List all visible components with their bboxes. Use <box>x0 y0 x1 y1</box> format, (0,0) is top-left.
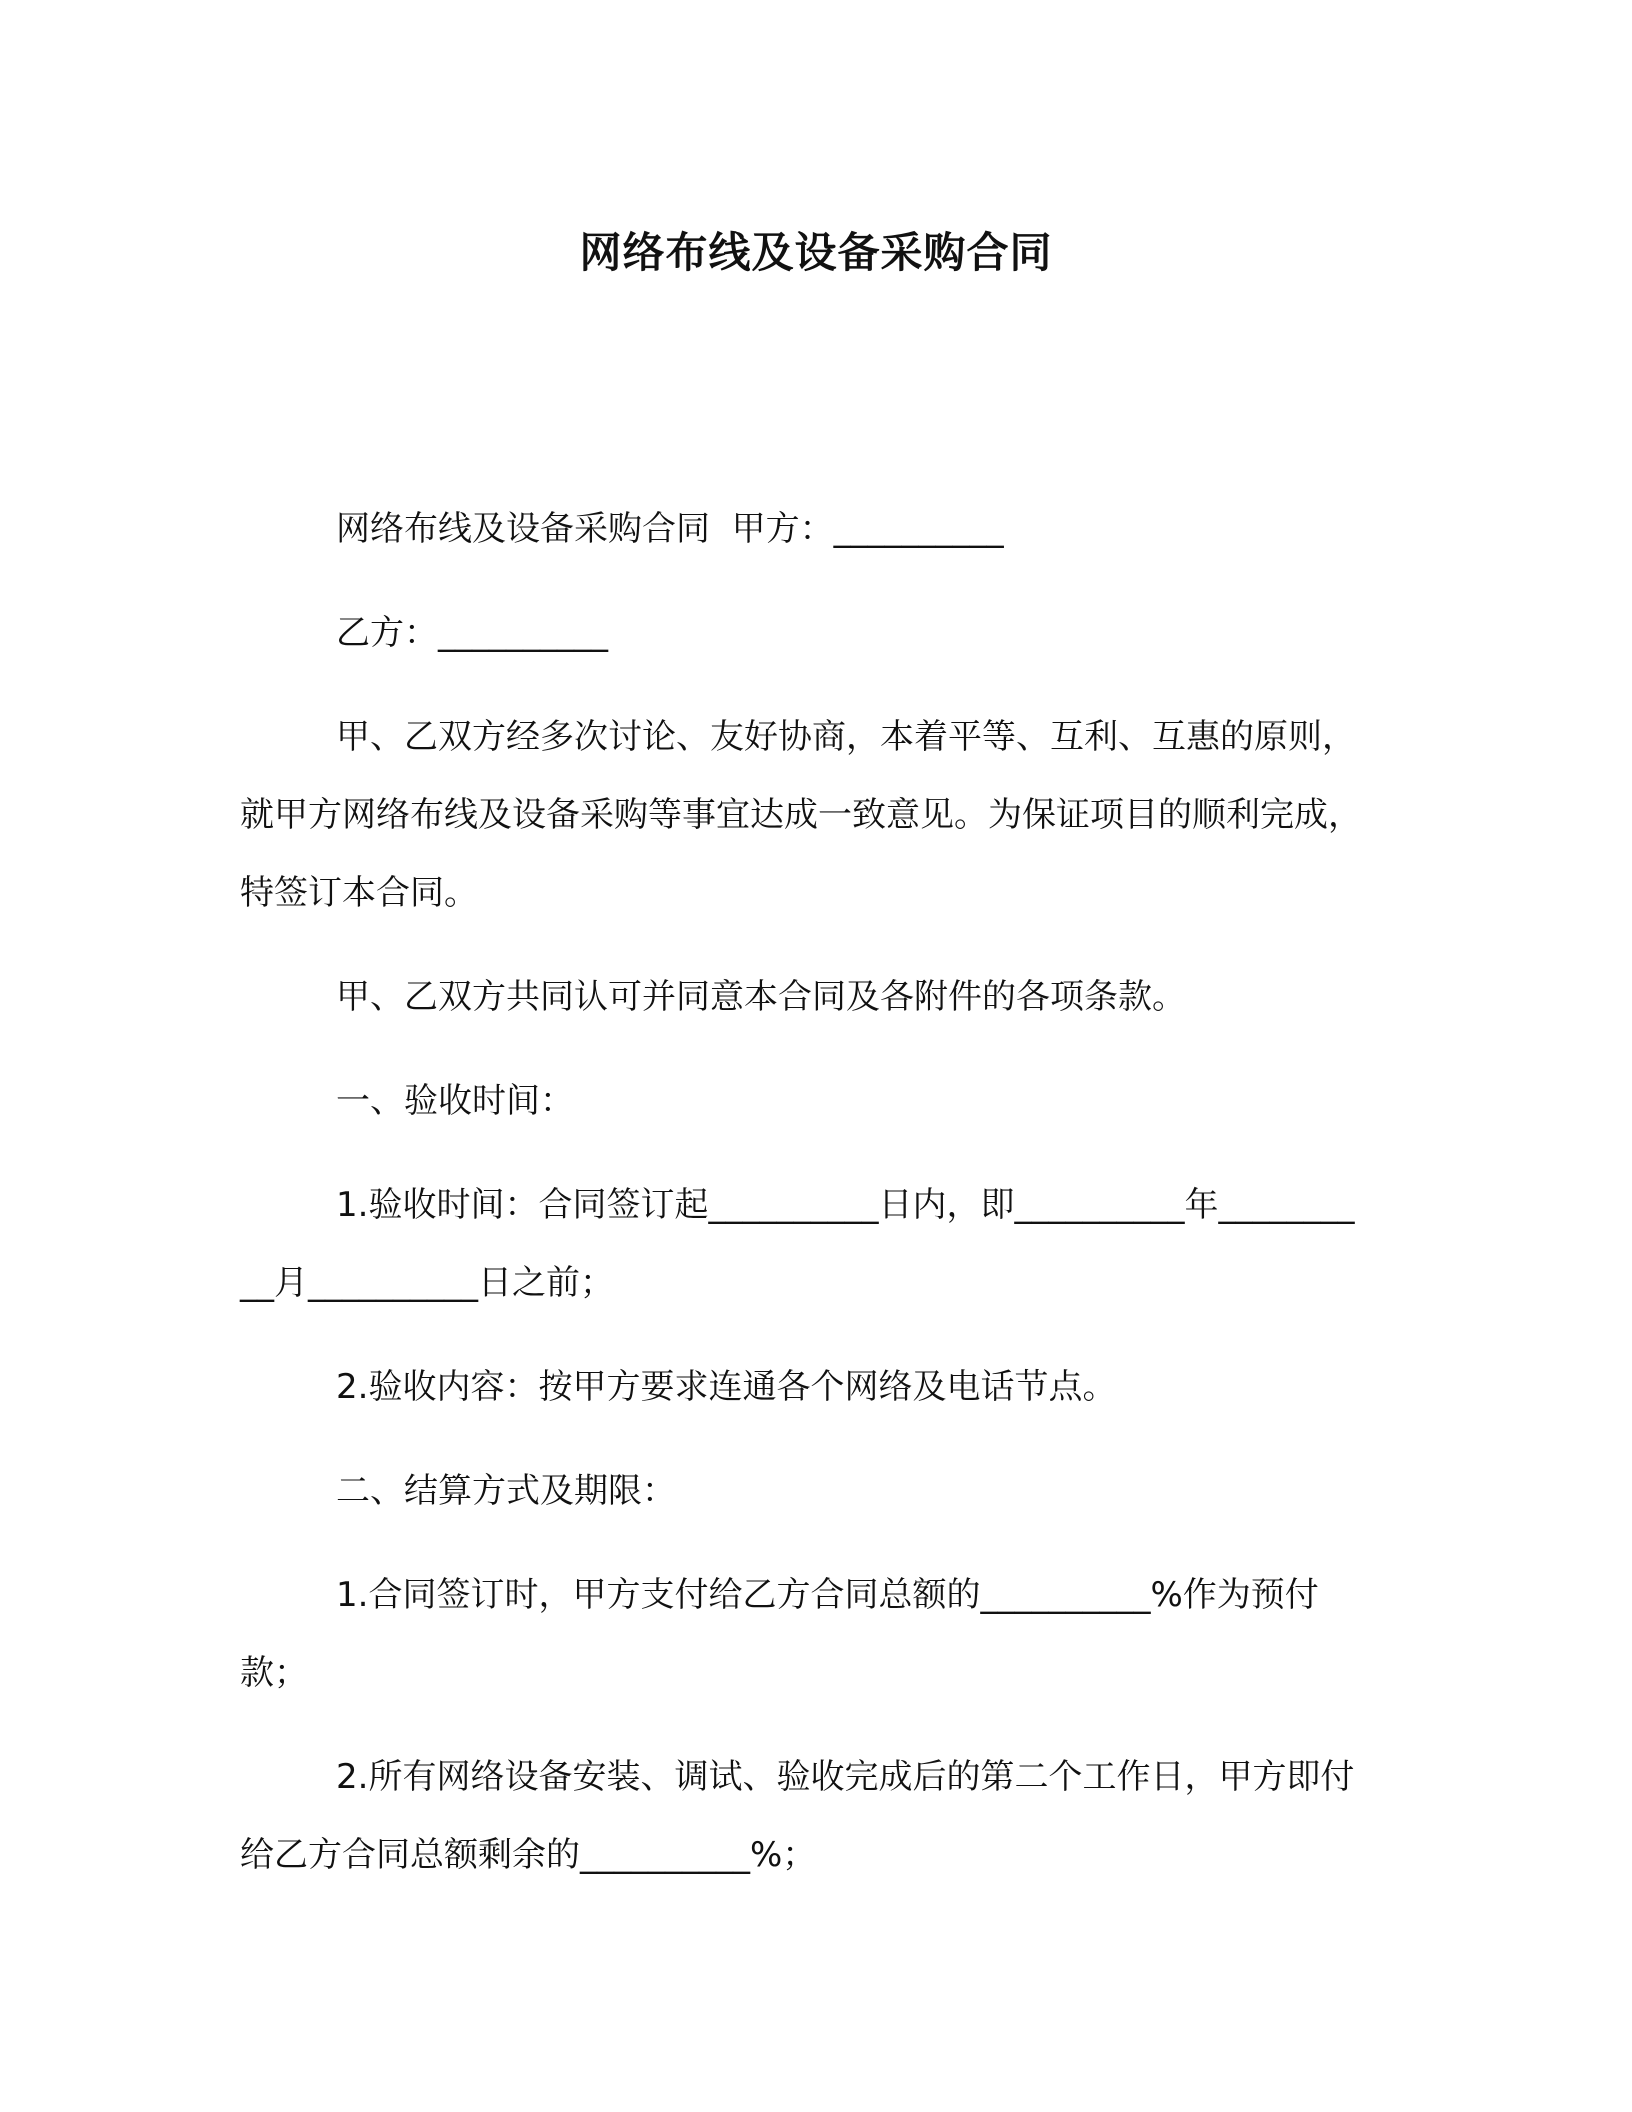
intro-paragraph: 甲、乙双方经多次讨论、友好协商，本着平等、互利、互惠的原则，就甲方网络布线及设备采购等事宜达成一致意见。为保证项目的顺利完成，特签订本合同。 <box>240 717 1362 913</box>
agreement-paragraph: 甲、乙双方共同认可并同意本合同及各附件的各项条款。 <box>336 977 1186 1017</box>
final-payment-clause: 2.所有网络设备安装、调试、验收完成后的第二个工作日，甲方即付给乙方合同总额剩余的__________%； <box>240 1757 1355 1875</box>
section-heading-settlement: 二、结算方式及期限： <box>336 1471 676 1511</box>
party-a-line: 网络布线及设备采购合同 甲方：__________ <box>336 509 1004 549</box>
section-heading-acceptance-time: 一、验收时间： <box>336 1081 574 1121</box>
acceptance-time-clause: 1.验收时间：合同签订起__________日内，即__________年__________月__________日之前； <box>240 1185 1355 1303</box>
party-b-line: 乙方：__________ <box>336 613 608 653</box>
document-body <box>240 490 1370 1894</box>
acceptance-content-clause: 2.验收内容：按甲方要求连通各个网络及电话节点。 <box>336 1367 1117 1407</box>
document-title: 网络布线及设备采购合同 <box>579 228 1053 277</box>
prepayment-clause: 1.合同签订时，甲方支付给乙方合同总额的__________%作为预付款； <box>240 1575 1319 1693</box>
